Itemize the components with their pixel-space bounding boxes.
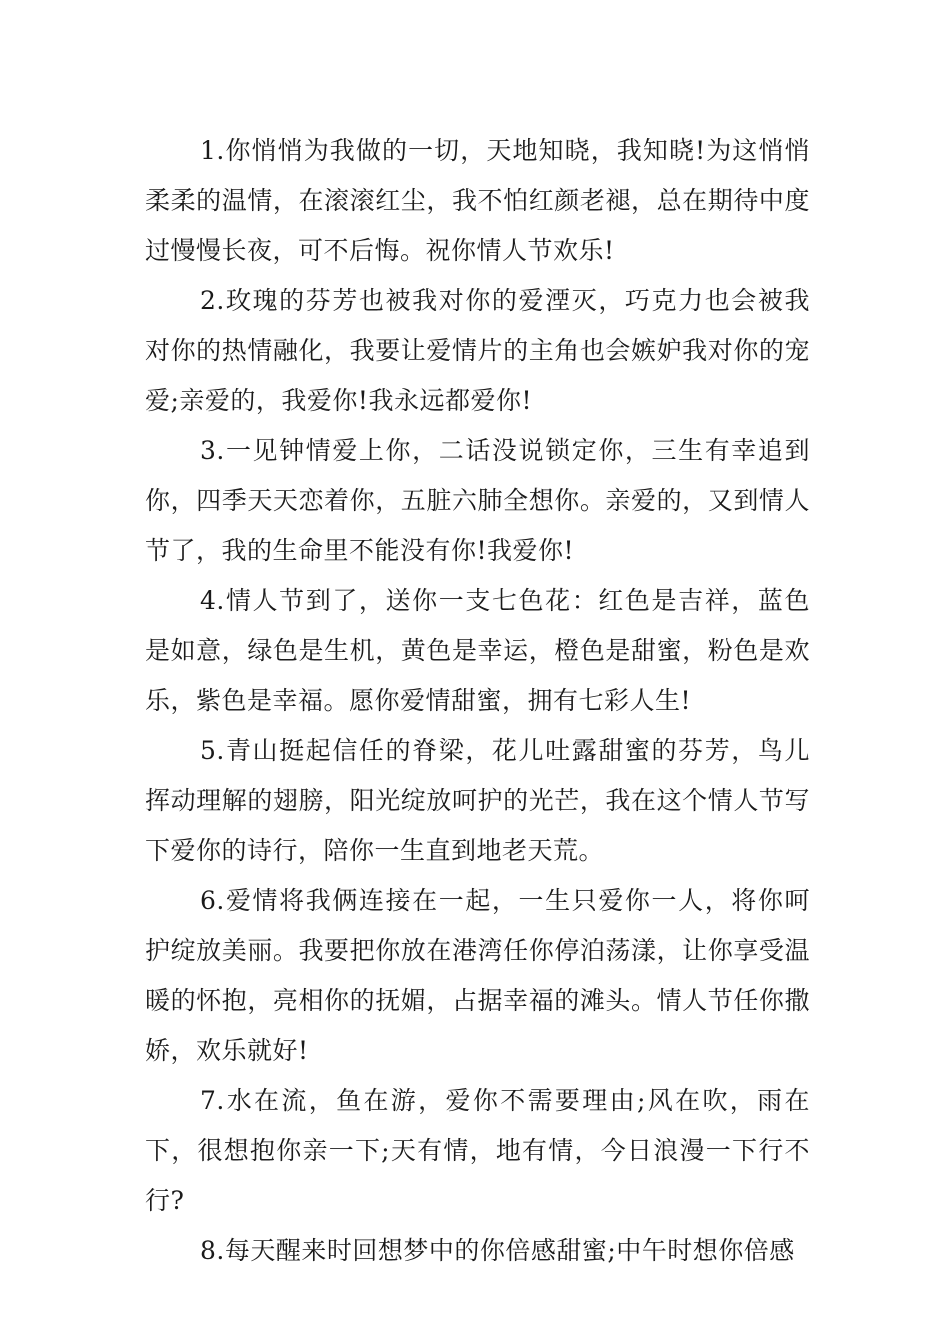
paragraph-2: 2.玫瑰的芬芳也被我对你的爱湮灭，巧克力也会被我对你的热情融化，我要让爱情片的主角也会嫉妒我对你的宠爱;亲爱的，我爱你!我永远都爱你! — [145, 286, 810, 415]
paragraph-7: 7.水在流，鱼在游，爱你不需要理由;风在吹，雨在下，很想抱你亲一下;天有情，地有情，今日浪漫一下行不行? — [145, 1086, 810, 1215]
paragraph-1: 1.你悄悄为我做的一切，天地知晓，我知晓!为这悄悄柔柔的温情，在滚滚红尘，我不怕红颜老褪，总在期待中度过慢慢长夜，可不后悔。祝你情人节欢乐! — [145, 136, 810, 265]
paragraph-4: 4.情人节到了，送你一支七色花：红色是吉祥，蓝色是如意，绿色是生机，黄色是幸运，橙色是甜蜜，粉色是欢乐，紫色是幸福。愿你爱情甜蜜，拥有七彩人生! — [145, 586, 810, 715]
document-body — [145, 126, 810, 1276]
paragraph-5: 5.青山挺起信任的脊梁，花儿吐露甜蜜的芬芳，鸟儿挥动理解的翅膀，阳光绽放呵护的光芒，我在这个情人节写下爱你的诗行，陪你一生直到地老天荒。 — [145, 736, 810, 865]
paragraph-6: 6.爱情将我俩连接在一起，一生只爱你一人，将你呵护绽放美丽。我要把你放在港湾任你停泊荡漾，让你享受温暖的怀抱，亮相你的抚媚，占据幸福的滩头。情人节任你撒娇，欢乐就好! — [145, 886, 810, 1065]
paragraph-3: 3.一见钟情爱上你，二话没说锁定你，三生有幸追到你，四季天天恋着你，五脏六肺全想你。亲爱的，又到情人节了，我的生命里不能没有你!我爱你! — [145, 436, 810, 565]
paragraph-8: 8.每天醒来时回想梦中的你倍感甜蜜;中午时想你倍感 — [200, 1236, 795, 1265]
